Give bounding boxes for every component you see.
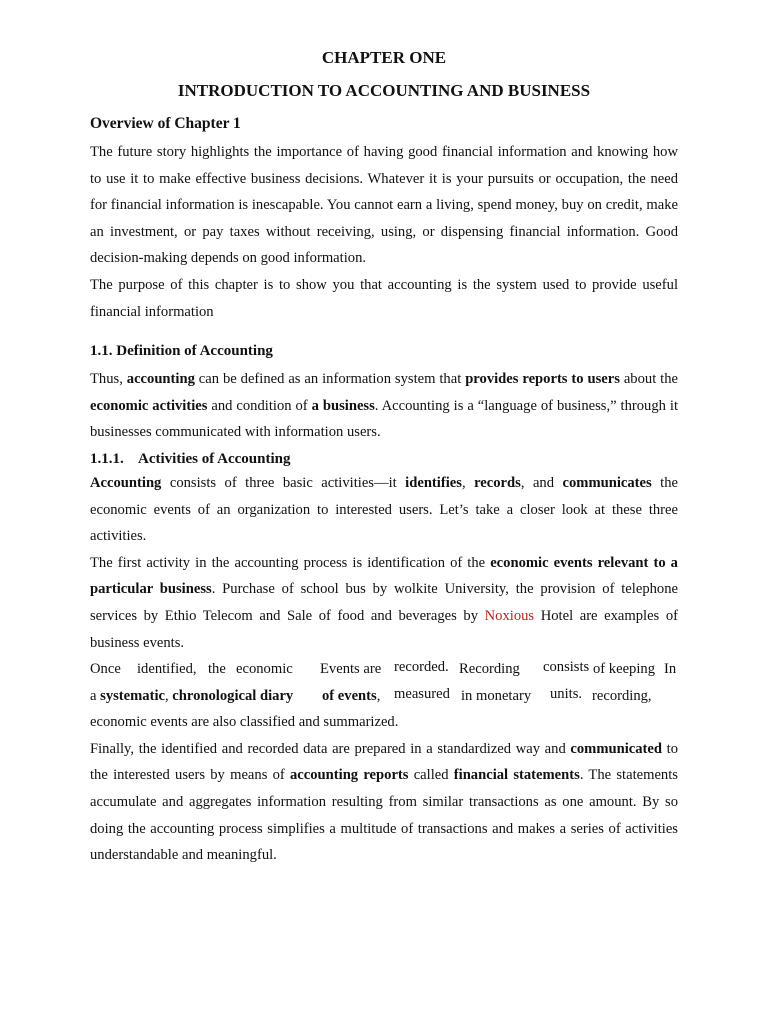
recording-line-3: economic events are also classified and summarized. bbox=[90, 714, 399, 731]
activities-paragraph-4: Finally, the identified and recorded data are prepared in a standardized way and communicated to the interested users by means of accounting reports called financial statements. The statements accumulate and aggregates information resulting from similar transactions as one amount. By so doing the accounting process simplifies a multitude of transactions and makes a series of activities understandable and meaningful. bbox=[90, 740, 678, 864]
chapter-label: CHAPTER ONE bbox=[321, 48, 447, 67]
overview-heading: Overview of Chapter 1 bbox=[90, 115, 241, 132]
overview-paragraph-1: The future story highlights the importance of having good financial information and knowing how to use it to make effective business decisions. Whatever it is your pursuits or occupation, the need for financial information is inescapable. You cannot earn a living, spend money, buy on credit, make an investment, or pay taxes without receiving, using, or dispensing financial information. Good decision-making depends on good information. bbox=[90, 144, 678, 267]
overview-paragraph-2: The purpose of this chapter is to show you that accounting is the system used to provide useful financial information bbox=[90, 276, 678, 320]
activities-paragraph-2: The first activity in the accounting process is identification of the economic events relevant to a particular business. Purchase of school bus by wolkite University, the provision of telephone services by Ethio Telecom and Sale of food and beverages by Noxious Hotel are examples of business events. bbox=[90, 554, 678, 651]
activities-paragraph-3 bbox=[90, 656, 678, 736]
recording-line-1: Once identified, the economic Events are recorded. Recording consists of keeping In bbox=[90, 659, 677, 678]
definition-heading: 1.1. Definition of Accounting bbox=[90, 343, 273, 360]
hotel-name-highlight: Noxious bbox=[484, 607, 535, 624]
recording-line-2: a systematic, chronological diary of events, measured in monetary units. recording, bbox=[90, 685, 652, 704]
activities-heading: 1.1.1. Activities of Accounting bbox=[90, 450, 291, 467]
definition-paragraph: Thus, accounting can be defined as an information system that provides reports to users about the economic activities and condition of a business. Accounting is a “language of business,” through it businesses communicated with information users. bbox=[90, 371, 678, 441]
activities-paragraph-1: Accounting consists of three basic activities—it identifies, records, and communicates the economic events of an organization to interested users. Let’s take a closer look at these three activities. bbox=[90, 474, 678, 545]
chapter-title: INTRODUCTION TO ACCOUNTING AND BUSINESS bbox=[177, 81, 591, 100]
